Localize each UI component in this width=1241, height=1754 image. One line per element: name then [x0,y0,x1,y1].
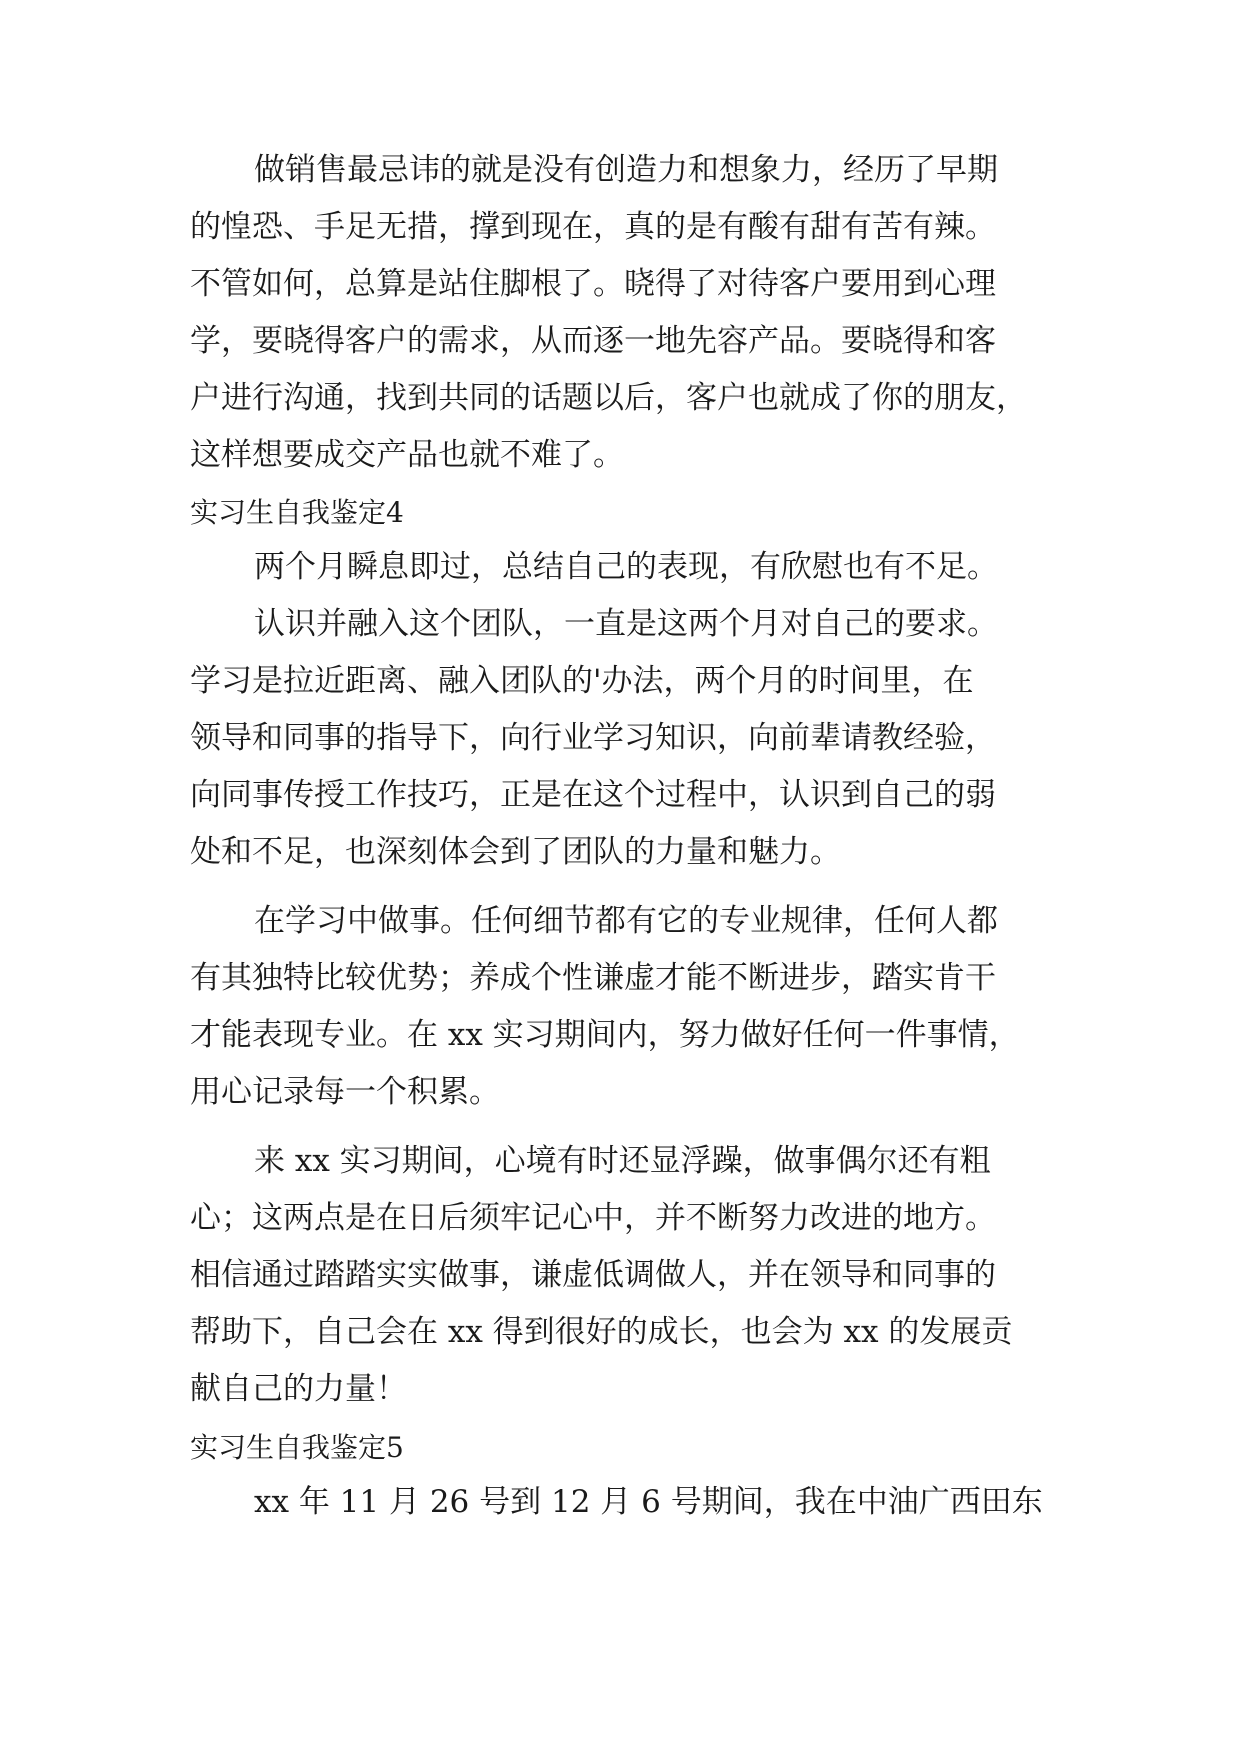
paragraph-line: 的惶恐、手足无措，撑到现在，真的是有酸有甜有苦有辣。 [190,209,996,245]
paragraph-line: 这样想要成交产品也就不难了。 [190,437,624,473]
paragraph-line: 用心记录每一个积累。 [190,1074,500,1110]
paragraph-line: 户进行沟通，找到共同的话题以后，客户也就成了你的朋友， [190,380,1027,416]
paragraph-line: 两个月瞬息即过，总结自己的表现，有欣慰也有不足。 [254,549,998,585]
paragraph-line: 心；这两点是在日后须牢记心中，并不断努力改进的地方。 [190,1200,996,1236]
paragraph-line: 认识并融入这个团队，一直是这两个月对自己的要求。 [254,606,998,642]
paragraph-line: xx 年 11 月 26 号到 12 月 6 号期间，我在中油广西田东 [254,1484,1043,1520]
paragraph-line: 处和不足，也深刻体会到了团队的力量和魅力。 [190,834,841,870]
paragraph-line: 相信通过踏踏实实做事，谦虚低调做人，并在领导和同事的 [190,1257,996,1293]
section-heading: 实习生自我鉴定5 [190,1431,404,1464]
paragraph-line: 向同事传授工作技巧，正是在这个过程中，认识到自己的弱 [190,777,996,813]
paragraph-line: 学习是拉近距离、融入团队的'办法，两个月的时间里，在 [190,663,974,699]
section-heading: 实习生自我鉴定4 [190,496,404,529]
paragraph-line: 才能表现专业。在 xx 实习期间内，努力做好任何一件事情， [190,1017,1020,1053]
paragraph-line: 在学习中做事。任何细节都有它的专业规律，任何人都 [254,903,998,939]
paragraph-line: 领导和同事的指导下，向行业学习知识，向前辈请教经验， [190,720,996,756]
paragraph-line: 有其独特比较优势；养成个性谦虚才能不断进步，踏实肯干 [190,960,996,996]
paragraph-line: 帮助下，自己会在 xx 得到很好的成长，也会为 xx 的发展贡 [190,1314,1013,1350]
paragraph-line: 学，要晓得客户的需求，从而逐一地先容产品。要晓得和客 [190,323,996,359]
paragraph-line: 献自己的力量！ [190,1371,407,1407]
paragraph-line: 来 xx 实习期间，心境有时还显浮躁，做事偶尔还有粗 [254,1143,991,1179]
paragraph-line: 不管如何，总算是站住脚根了。晓得了对待客户要用到心理 [190,266,996,302]
paragraph-line: 做销售最忌讳的就是没有创造力和想象力，经历了早期 [254,152,998,188]
